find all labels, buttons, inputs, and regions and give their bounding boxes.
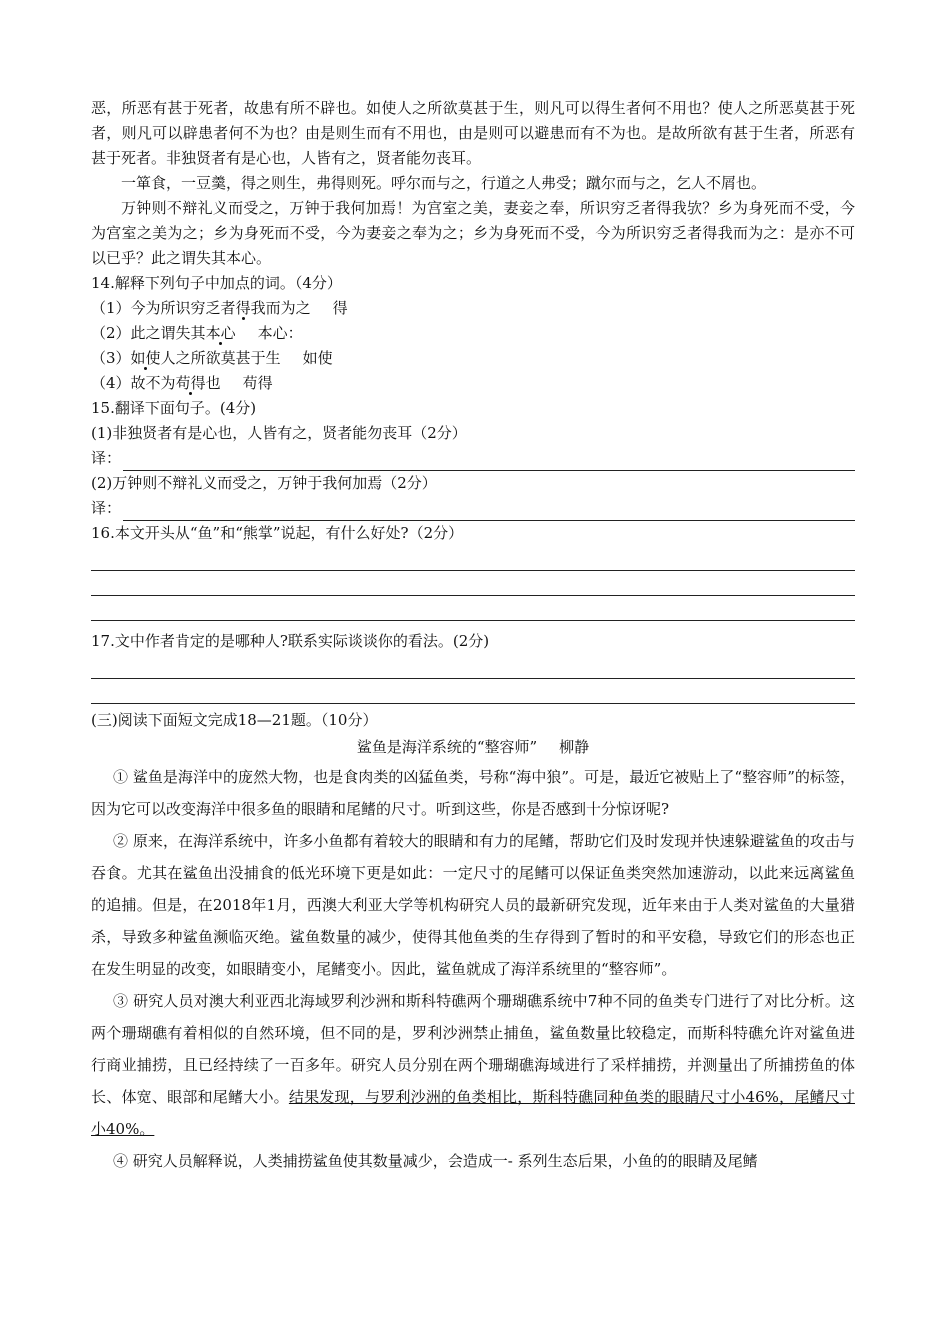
answer-line[interactable] bbox=[91, 546, 855, 571]
dotted-word: 如使 bbox=[130, 349, 161, 367]
article-paragraph-2: ② 原来，在海洋系统中，许多小鱼都有着较大的眼睛和有力的尾鳍，帮助它们及时发现并快速躲避鲨鱼的攻击与吞食。尤其在鲨鱼出没捕食的低光环境下更是如此：一定尺寸的尾鳍可以保证鱼类突然加速游动，以此来远离鲨鱼的追捕。但是，在2018年1月，西澳大利亚大学等机构研究人员的最新研究发现，近年来由于人类对鲨鱼的大量猎杀，导致多种鲨鱼濒临灭绝。鲨鱼数量的减少，使得其他鱼类的生存得到了暂时的和平安稳，导致它们的形态也正在发生明显的改变，如眼睛变小，尾鳍变小。因此，鲨鱼就成了海洋系统里的“整容师”。 bbox=[91, 832, 855, 978]
question-14-stem: 14.解释下列句子中加点的词。（4分） bbox=[91, 274, 342, 292]
question-15-sentence-1: (1)非独贤者有是心也，人皆有之，贤者能勿丧耳（2分） bbox=[91, 424, 467, 442]
article-paragraph-1: ① 鲨鱼是海洋中的庞然大物，也是食肉类的凶猛鱼类，号称“海中狼”。可是，最近它被贴上了“整容师”的标签，因为它可以改变海洋中很多鱼的眼睛和尾鳍的尺寸。听到这些，你是否感到十分惊讶呢? bbox=[91, 768, 855, 818]
question-16-stem: 16.本文开头从“鱼”和“熊掌”说起，有什么好处?（2分） bbox=[91, 524, 464, 542]
answer-word: 苟得 bbox=[242, 374, 273, 392]
dotted-word: 本心 bbox=[205, 324, 236, 342]
section-3-intro: (三)阅读下面短文完成18—21题。（10分） bbox=[91, 711, 378, 729]
exam-page bbox=[91, 96, 855, 1177]
passage-paragraph-1: 恶，所恶有甚于死者，故患有所不辟也。如使人之所欲莫甚于生，则凡可以得生者何不用也？使人之所恶莫甚于死者，则凡可以辟患者何不为也？由是则生而有不用也，由是则可以避患而有不为也。是故所欲有甚于生者，所恶有甚于死者。非独贤者有是心也，人皆有之，贤者能勿丧耳。 bbox=[91, 99, 855, 167]
article-paragraph-4: ④ 研究人员解释说，人类捕捞鲨鱼使其数量减少，会造成一- 系列生态后果，小鱼的的眼睛及尾鳍 bbox=[113, 1152, 758, 1170]
answer-word: 得 bbox=[332, 299, 348, 317]
answer-line[interactable] bbox=[123, 450, 855, 471]
answer-word: 本心： bbox=[257, 324, 303, 342]
translation-answer-1[interactable] bbox=[91, 446, 855, 471]
question-14-item-2: （2）此之谓失其本心 本心： bbox=[91, 324, 303, 342]
article-paragraph-3: ③ 研究人员对澳大利亚西北海域罗利沙洲和斯科特礁两个珊瑚礁系统中7种不同的鱼类专门进行了对比分析。这两个珊瑚礁有着相似的自然环境，但不同的是，罗利沙洲禁止捕鱼，鲨鱼数量比较稳定，而斯科特礁允许对鲨鱼进行商业捕捞，且已经持续了一百多年。研究人员分别在两个珊瑚礁海域进行了采样捕捞，并测量出了所捕捞鱼的体长、体宽、眼部和尾鳍大小。结果发现，与罗利沙洲的鱼类相比，斯科特礁同种鱼类的眼睛尺寸小46%，尾鳍尺寸小40%。 bbox=[91, 992, 855, 1138]
answer-line[interactable] bbox=[91, 596, 855, 621]
answer-line[interactable] bbox=[91, 654, 855, 679]
passage-paragraph-3: 万钟则不辩礼义而受之，万钟于我何加焉！为宫室之美，妻妾之奉，所识穷乏者得我欤？乡为身死而不受，今为宫室之美为之；乡为身死而不受，今为妻妾之奉为之；乡为身死而不受，今为所识穷乏者得我而为之：是亦不可以已乎？此之谓失其本心。 bbox=[91, 199, 855, 267]
question-14-item-3: （3）如使人之所欲莫甚于生 如使 bbox=[91, 349, 333, 367]
translation-answer-2[interactable] bbox=[91, 496, 855, 521]
underlined-sentence: 结果发现，与罗利沙洲的鱼类相比，斯科特礁同种鱼类的眼睛尺寸小46%，尾鳍尺寸小40%。 bbox=[91, 1088, 855, 1138]
translation-label: 译： bbox=[91, 499, 122, 517]
answer-line[interactable] bbox=[91, 571, 855, 596]
question-14-item-4: （4）故不为苟得也 苟得 bbox=[91, 374, 273, 392]
question-17-stem: 17.文中作者肯定的是哪种人?联系实际谈谈你的看法。(2分) bbox=[91, 632, 490, 650]
answer-line[interactable] bbox=[123, 500, 855, 521]
answer-line[interactable] bbox=[91, 679, 855, 704]
dotted-word: 苟得 bbox=[175, 374, 206, 392]
question-15-stem: 15.翻译下面句子。(4分) bbox=[91, 399, 257, 417]
question-15-sentence-2: (2)万钟则不辩礼义而受之，万钟于我何加焉（2分） bbox=[91, 474, 437, 492]
article-title: 鲨鱼是海洋系统的“整容师” 柳静 bbox=[356, 738, 590, 756]
translation-label: 译： bbox=[91, 449, 122, 467]
answer-word: 如使 bbox=[302, 349, 333, 367]
dotted-word: 得 bbox=[235, 299, 251, 317]
article-author: 柳静 bbox=[559, 738, 590, 756]
passage-paragraph-2: 一箪食，一豆羹，得之则生，弗得则死。呼尔而与之，行道之人弗受；蹴尔而与之，乞人不屑也。 bbox=[121, 174, 767, 192]
question-14-item-1: （1）今为所识穷乏者得我而为之 得 bbox=[91, 299, 348, 317]
